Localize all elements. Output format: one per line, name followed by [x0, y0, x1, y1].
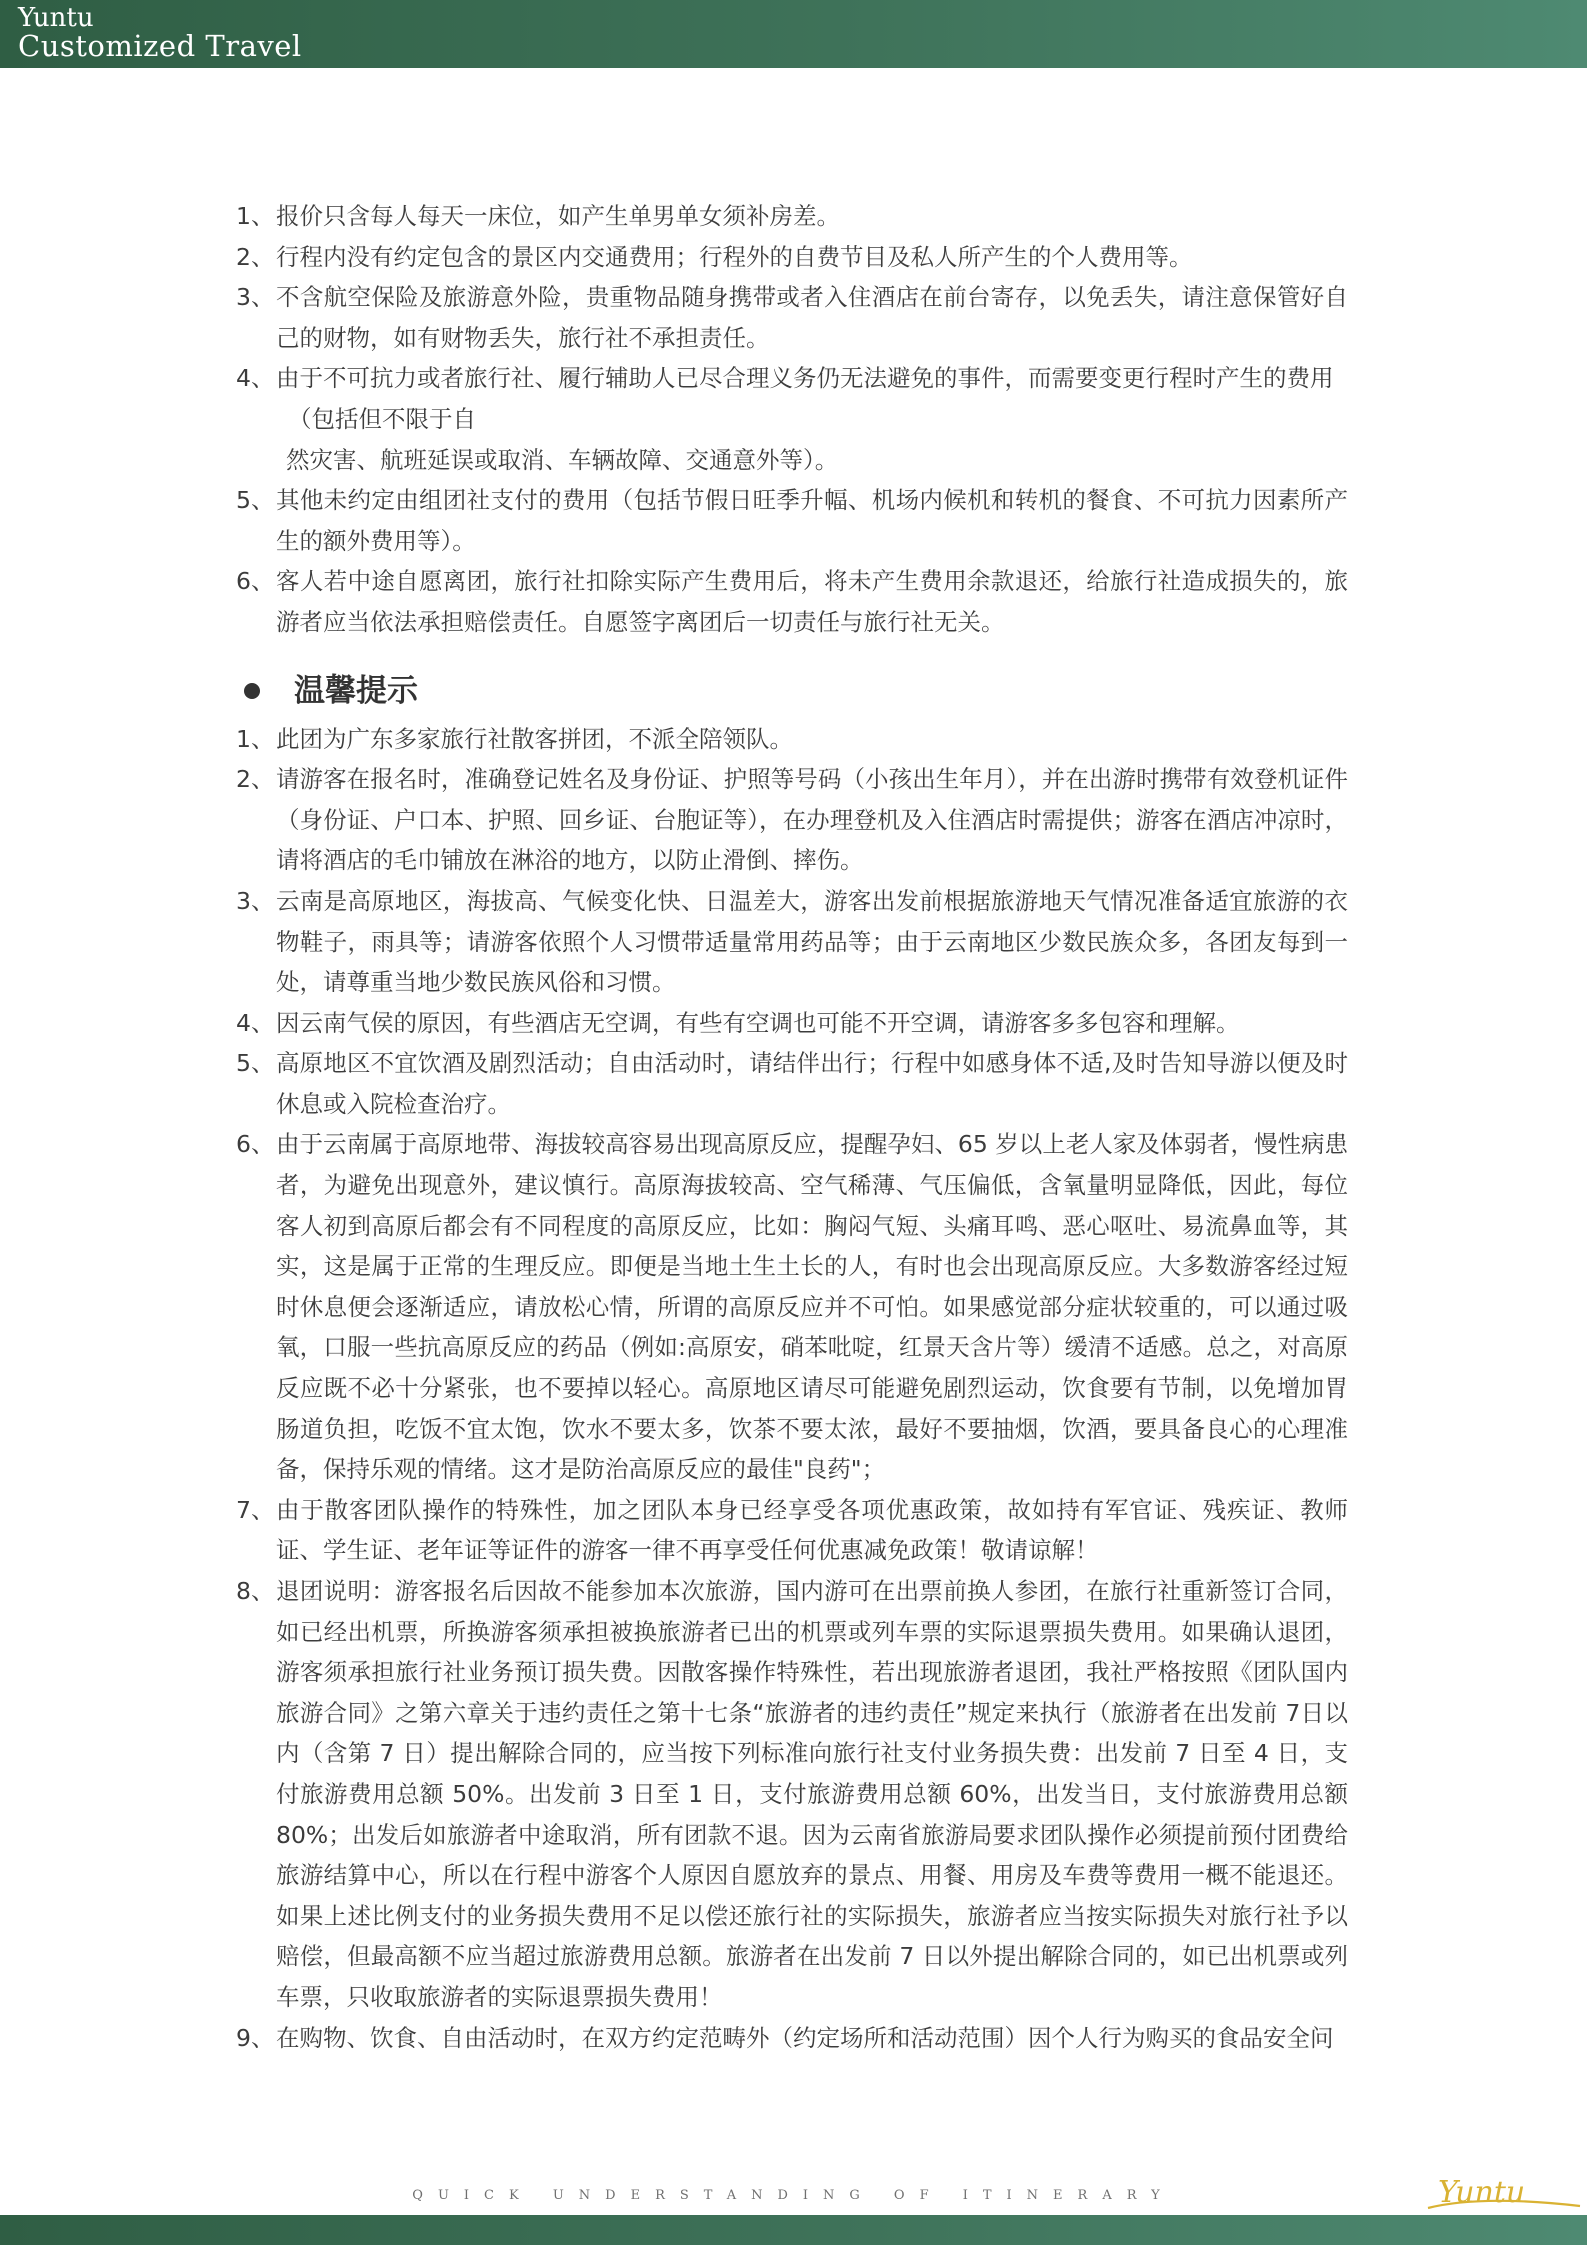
item-text-continuation: 然灾害、航班延误或取消、车辆故障、交通意外等）。	[286, 445, 839, 474]
brand-line1: Yuntu	[18, 3, 94, 33]
item-text: 在购物、饮食、自由活动时，在双方约定范畴外（约定场所和活动范围）因个人行为购买的食品安全问	[276, 2023, 1334, 2052]
list-item	[236, 759, 1348, 881]
item-number: 2、	[236, 242, 275, 271]
item-number: 4、	[236, 364, 275, 393]
item-text: 高原地区不宜饮酒及剧烈活动；自由活动时，请结伴出行；行程中如感身体不适,及时告知导游以便及时休息或入院检查治疗。	[276, 1049, 1348, 1118]
list-item	[236, 719, 1348, 760]
item-text: 云南是高原地区，海拔高、气候变化快、日温差大，游客出发前根据旅游地天气情况准备适宜旅游的衣物鞋子，雨具等；请游客依照个人习惯带适量常用药品等；由于云南地区少数民族众多，各团友每到一处，请尊重当地少数民族风俗和习惯。	[276, 886, 1348, 997]
item-text: 请游客在报名时，准确登记姓名及身份证、护照等号码（小孩出生年月），并在出游时携带有效登机证件（身份证、户口本、护照、回乡证、台胞证等），在办理登机及入住酒店时需提供；游客在酒店冲凉时，请将酒店的毛巾铺放在淋浴的地方，以防止滑倒、摔伤。	[276, 765, 1348, 875]
brand-line2: Customized Travel	[18, 29, 302, 63]
footer-tagline: QUICK UNDERSTANDING OF ITINERARY	[412, 2188, 1175, 2203]
item-number: 2、	[236, 765, 275, 794]
item-number: 4、	[236, 1008, 275, 1037]
item-text: 因云南气侯的原因，有些酒店无空调，有些有空调也可能不开空调，请游客多多包容和理解。	[276, 1008, 1240, 1037]
item-number: 5、	[236, 1049, 275, 1078]
item-text-continuation: （包括但不限于自	[288, 404, 476, 433]
list-item	[236, 561, 1348, 642]
footer-bar	[0, 2215, 1587, 2245]
list-item	[236, 1003, 1348, 1044]
list-item	[236, 480, 1348, 561]
item-number: 9、	[236, 2023, 275, 2052]
item-number: 6、	[236, 567, 275, 596]
list-item	[236, 881, 1348, 1003]
list-item	[236, 1571, 1348, 2018]
item-number: 3、	[236, 283, 275, 312]
tips-list	[236, 719, 1348, 2059]
brand-logo	[18, 3, 302, 63]
list-item	[236, 1490, 1348, 1571]
item-text: 行程内没有约定包含的景区内交通费用；行程外的自费节目及私人所产生的个人费用等。	[276, 242, 1193, 271]
list-item	[236, 277, 1348, 358]
exclusions-list	[236, 196, 1348, 643]
list-item	[236, 1043, 1348, 1124]
item-number: 1、	[236, 724, 275, 753]
item-text: 客人若中途自愿离团，旅行社扣除实际产生费用后，将未产生费用余款退还，给旅行社造成损失的，旅游者应当依法承担赔偿责任。自愿签字离团后一切责任与旅行社无关。	[276, 567, 1348, 636]
item-text: 由于散客团队操作的特殊性，加之团队本身已经享受各项优惠政策，故如持有军官证、残疾证、教师证、学生证、老年证等证件的游客一律不再享受任何优惠减免政策！敬请谅解！	[276, 1495, 1348, 1565]
item-text: 不含航空保险及旅游意外险，贵重物品随身携带或者入住酒店在前台寄存，以免丢失，请注意保管好自己的财物，如有财物丢失，旅行社不承担责任。	[276, 283, 1348, 352]
logo-text: Yuntu	[1438, 2175, 1526, 2210]
item-number: 7、	[236, 1495, 275, 1524]
section-title: 温馨提示	[294, 672, 418, 709]
item-number: 5、	[236, 486, 275, 515]
item-text: 由于云南属于高原地带、海拔较高容易出现高原反应，提醒孕妇、65 岁以上老人家及体弱者，慢性病患者，为避免出现意外，建议慎行。高原海拔较高、空气稀薄、气压偏低，含氧量明显降低，因此，每位客人初到高原后都会有不同程度的高原反应，比如：胸闷气短、头痛耳鸣、恶心呕吐、易流鼻血等，其实，这是属于正常的生理反应。即便是当地土生土长的人，有时也会出现高原反应。大多数游客经过短时休息便会逐渐适应，请放松心情，所谓的高原反应并不可怕。如果感觉部分症状较重的，可以通过吸氧，口服一些抗高原反应的药品（例如:高原安，硝苯吡啶，红景天含片等）缓清不适感。总之，对高原反应既不必十分紧张，也不要掉以轻心。高原地区请尽可能避免剧烈运动，饮食要有节制，以免增加胃肠道负担，吃饭不宜太饱，饮水不要太多，饮茶不要太浓，最好不要抽烟，饮酒，要具备良心的心理准备，保持乐观的情绪。这才是防治高原反应的最佳"良药"；	[276, 1130, 1348, 1484]
section-heading-tips	[236, 663, 1348, 719]
item-text: 报价只含每人每天一床位，如产生单男单女须补房差。	[276, 202, 840, 230]
item-number: 6、	[236, 1130, 275, 1159]
list-item	[236, 358, 1348, 480]
item-number: 8、	[236, 1577, 275, 1605]
list-item	[236, 196, 1348, 237]
header-bar	[0, 0, 1587, 68]
item-text: 退团说明：游客报名后因故不能参加本次旅游，国内游可在出票前换人参团，在旅行社重新签订合同，如已经出机票，所换游客须承担被换旅游者已出的机票或列车票的实际退票损失费用。如果确认退团，游客须承担旅行社业务预订损失费。因散客操作特殊性，若出现旅游者退团，我社严格按照《团队国内旅游合同》之第六章关于违约责任之第十七条“旅游者的违约责任”规定来执行（旅游者在出发前 7日以内（含第 7 日）提出解除合同的，应当按下列标准向旅行社支付业务损失费：出发前 7 日至 4 日，支付旅游费用总额 50%。出发前 3 日至 1 日，支付旅游费用总额 60%，出发当日，支付旅游费用总额 80%；出发后如旅游者中途取消，所有团款不退。因为云南省旅游局要求团队操作必须提前预付团费给旅游结算中心，所以在行程中游客个人原因自愿放弃的景点、用餐、用房及车费等费用一概不能退还。如果上述比例支付的业务损失费用不足以偿还旅行社的实际损失，旅游者应当按实际损失对旅行社予以赔偿，但最高额不应当超过旅游费用总额。旅游者在出发前 7 日以外提出解除合同的，如已出机票或列车票，只收取旅游者的实际退票损失费用！	[276, 1577, 1348, 2011]
item-text: 此团为广东多家旅行社散客拼团，不派全陪领队。	[276, 724, 793, 753]
item-text: 由于不可抗力或者旅行社、履行辅助人已尽合理义务仍无法避免的事件，而需要变更行程时产生的费用	[276, 364, 1334, 393]
bullet-icon	[244, 683, 260, 699]
list-item	[236, 237, 1348, 278]
list-item	[236, 1124, 1348, 1489]
item-number: 1、	[236, 202, 275, 230]
document-body	[236, 196, 1348, 2058]
item-number: 3、	[236, 886, 275, 915]
list-item	[236, 2018, 1348, 2059]
item-text: 其他未约定由组团社支付的费用（包括节假日旺季升幅、机场内候机和转机的餐食、不可抗力因素所产生的额外费用等）。	[276, 486, 1348, 555]
